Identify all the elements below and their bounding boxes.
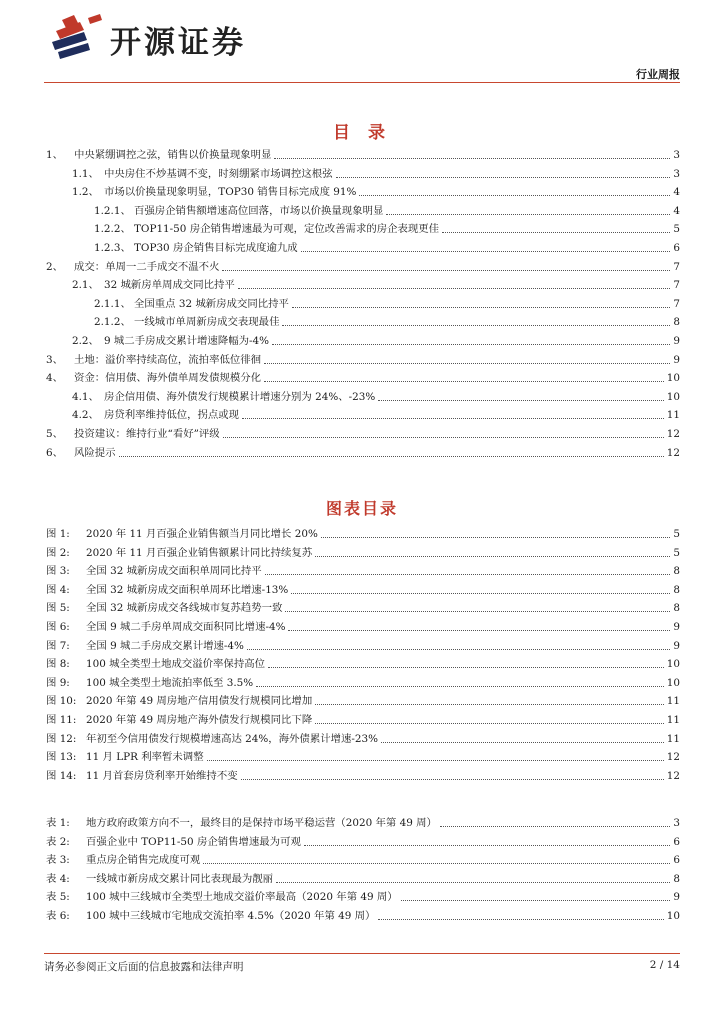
entry-page-number: 5 (673, 223, 680, 236)
entry-number: 1.1、 (72, 167, 99, 180)
index-entry[interactable] (46, 833, 680, 849)
entry-page-number: 9 (673, 639, 680, 652)
entry-page-number: 6 (673, 854, 680, 867)
page-header (44, 14, 680, 82)
entry-page-number: 9 (673, 353, 680, 366)
index-entry[interactable] (46, 637, 680, 653)
entry-number: 4、 (46, 372, 64, 385)
index-entry[interactable] (94, 239, 680, 255)
entry-number: 1.2.1、 (94, 204, 131, 217)
index-entry[interactable] (72, 276, 680, 292)
entry-page-number: 8 (673, 872, 680, 885)
entry-page-number: 3 (673, 817, 680, 829)
dot-leader (285, 611, 670, 612)
entry-title: 成交：单周一二手成交不温不火 (74, 260, 220, 273)
dot-leader (207, 760, 664, 761)
index-entry[interactable] (46, 425, 680, 441)
entry-title: 资金：信用债、海外债单周发债规模分化 (74, 372, 262, 385)
entry-number: 2.1.2、 (94, 316, 131, 329)
entry-number: 2、 (46, 260, 64, 273)
entry-number: 表 4: (46, 872, 70, 885)
dot-leader (440, 826, 670, 827)
entry-page-number: 9 (673, 891, 680, 904)
entry-title: TOP30 房企销售目标完成度逾九成 (134, 242, 298, 254)
entry-page-number: 12 (666, 446, 680, 459)
entry-page-number: 3 (673, 149, 680, 161)
index-entry[interactable] (46, 146, 680, 162)
entry-number: 3、 (46, 353, 64, 366)
index-entry[interactable] (46, 618, 680, 634)
dot-leader (119, 456, 664, 457)
entry-number: 2.2、 (72, 335, 99, 347)
dot-leader (264, 363, 670, 364)
index-entry[interactable] (46, 748, 680, 764)
dot-leader (203, 863, 670, 864)
index-entry[interactable] (46, 525, 680, 541)
entry-page-number: 4 (673, 204, 680, 217)
entry-page-number: 4 (673, 186, 680, 199)
entry-title: 投资建议：维持行业“看好”评级 (74, 428, 220, 440)
dot-leader (288, 630, 670, 631)
entry-number: 图 4: (46, 583, 70, 596)
index-entry[interactable] (72, 332, 680, 348)
entry-title: 全国 32 城新房成交面积单周同比持平 (86, 565, 262, 578)
dot-leader (292, 307, 670, 308)
entry-page-number: 8 (673, 565, 680, 578)
entry-number: 6、 (46, 446, 64, 459)
entry-number: 图 5: (46, 602, 70, 615)
entry-title: 2020 年 11 月百强企业销售额累计同比持续复苏 (86, 546, 313, 559)
entry-number: 图 12: (46, 732, 77, 745)
dot-leader (242, 418, 664, 419)
entry-title: 年初至今信用债发行规模增速高达 24%，海外债累计增速-23% (86, 732, 378, 745)
footer-divider (44, 953, 680, 954)
index-entry[interactable] (46, 369, 680, 385)
entry-number: 5、 (46, 428, 64, 440)
dot-leader (315, 556, 670, 557)
dot-leader (386, 214, 670, 215)
entry-title: 全国重点 32 城新房成交同比持平 (134, 297, 289, 310)
entry-number: 图 14: (46, 769, 77, 782)
index-entry[interactable] (46, 692, 680, 708)
entry-number: 图 2: (46, 546, 70, 559)
dot-leader (381, 742, 664, 743)
entry-page-number: 6 (673, 835, 680, 848)
entry-page-number: 11 (666, 714, 680, 726)
index-entry[interactable] (94, 313, 680, 329)
dot-leader (301, 251, 671, 252)
entry-page-number: 10 (666, 390, 680, 403)
brand-logo (44, 14, 246, 64)
entry-title: 一线城市新房成交累计同比表现最为靓丽 (86, 872, 274, 885)
entry-title: 全国 32 城新房成交面积单周环比增速-13% (86, 583, 289, 596)
index-entry[interactable] (94, 202, 680, 218)
entry-number: 图 13: (46, 751, 77, 764)
entry-number: 图 1: (46, 528, 70, 540)
index-entry[interactable] (46, 581, 680, 597)
index-entry[interactable] (46, 599, 680, 615)
entry-title: 重点房企销售完成度可观 (86, 854, 201, 867)
entry-number: 图 9: (46, 676, 70, 689)
entry-page-number: 9 (673, 335, 680, 347)
dot-leader (315, 704, 664, 705)
entry-number: 1.2、 (72, 186, 99, 199)
entry-number: 1、 (46, 149, 64, 161)
index-entry[interactable] (72, 183, 680, 199)
entry-number: 2.1.1、 (94, 297, 131, 310)
entry-number: 表 3: (46, 854, 70, 867)
entry-number: 图 6: (46, 621, 70, 633)
entry-title: 房贷利率维持低位，拐点或现 (104, 409, 240, 422)
index-entry[interactable] (46, 258, 680, 274)
index-entry[interactable] (46, 351, 680, 367)
entry-number: 表 6: (46, 910, 70, 922)
entry-page-number: 10 (666, 658, 680, 671)
entry-title: 100 城中三线城市宅地成交流拍率 4.5%（2020 年第 49 周） (86, 910, 376, 922)
entry-page-number: 8 (673, 583, 680, 596)
entry-number: 表 5: (46, 891, 70, 904)
entry-title: 全国 9 城二手房成交累计增速-4% (86, 639, 244, 652)
entry-title: 100 城全类型土地成交溢价率保持高位 (86, 658, 265, 671)
entry-title: 中央紧绷调控之弦，销售以价换量现象明显 (74, 149, 272, 161)
entry-title: 地方政府政策方向不一，最终目的是保持市场平稳运营（2020 年第 49 周） (86, 817, 437, 829)
entry-page-number: 12 (666, 751, 680, 764)
entry-number: 表 2: (46, 835, 70, 848)
index-entry[interactable] (46, 907, 680, 923)
dot-leader (274, 158, 670, 159)
entry-title: 2020 年 11 月百强企业销售额当月同比增长 20% (86, 528, 318, 540)
header-divider (44, 82, 680, 83)
dot-leader (265, 574, 671, 575)
entry-page-number: 11 (666, 695, 680, 708)
index-entry[interactable] (46, 870, 680, 886)
page-number: 2 / 14 (649, 959, 680, 971)
dot-leader (315, 723, 664, 724)
entry-title: 土地：溢价率持续高位，流拍率低位徘徊 (74, 353, 262, 366)
entry-title: 一线城市单周新房成交表现最佳 (134, 316, 280, 329)
index-entry[interactable] (72, 406, 680, 422)
entry-page-number: 5 (673, 546, 680, 559)
dot-leader (442, 232, 670, 233)
entry-number: 4.2、 (72, 409, 99, 422)
entry-number: 图 3: (46, 565, 70, 578)
entry-page-number: 7 (673, 260, 680, 273)
entry-title: 风险提示 (74, 446, 116, 459)
entry-page-number: 8 (673, 316, 680, 329)
entry-number: 图 11: (46, 714, 77, 726)
dot-leader (241, 779, 664, 780)
dot-leader (268, 667, 664, 668)
entry-title: 11 月首套房贷利率开始维持不变 (86, 769, 238, 782)
index-entry[interactable] (46, 674, 680, 690)
dot-leader (272, 344, 670, 345)
entry-page-number: 12 (666, 428, 680, 440)
entry-page-number: 10 (666, 910, 680, 922)
entry-number: 4.1、 (72, 390, 99, 403)
dot-leader (401, 900, 671, 901)
dot-leader (336, 177, 671, 178)
dot-leader (378, 919, 663, 920)
dot-leader (264, 381, 664, 382)
entry-title: 32 城新房单周成交同比持平 (104, 279, 235, 292)
entry-page-number: 6 (673, 242, 680, 254)
dot-leader (304, 845, 671, 846)
dot-leader (247, 649, 670, 650)
index-entry[interactable] (72, 388, 680, 404)
entry-title: 100 城中三线城市全类型土地成交溢价率最高（2020 年第 49 周） (86, 891, 398, 904)
index-entry[interactable] (94, 295, 680, 311)
dot-leader (222, 270, 670, 271)
entry-number: 2.1、 (72, 279, 99, 292)
dot-leader (291, 593, 670, 594)
dot-leader (256, 686, 664, 687)
dot-leader (276, 882, 670, 883)
entry-page-number: 7 (673, 297, 680, 310)
entry-page-number: 5 (673, 528, 680, 540)
entry-page-number: 8 (673, 602, 680, 615)
dot-leader (238, 288, 671, 289)
entry-number: 图 7: (46, 639, 70, 652)
entry-title: 9 城二手房成交累计增速降幅为-4% (104, 335, 269, 347)
dot-leader (282, 325, 670, 326)
dot-leader (359, 195, 670, 196)
entry-number: 1.2.3、 (94, 242, 131, 254)
entry-page-number: 11 (666, 732, 680, 745)
figures-index-title: 图表目录 (325, 499, 398, 518)
entry-page-number: 10 (666, 372, 680, 385)
entry-page-number: 9 (673, 621, 680, 633)
index-entry[interactable] (94, 220, 680, 236)
index-entry[interactable] (46, 814, 680, 830)
index-entry[interactable] (46, 544, 680, 560)
kaiyuan-logo-icon (44, 14, 106, 64)
index-entry[interactable] (46, 767, 680, 783)
entry-number: 1.2.2、 (94, 223, 131, 236)
index-entry[interactable] (46, 851, 680, 867)
entry-number: 表 1: (46, 817, 70, 829)
entry-page-number: 12 (666, 769, 680, 782)
index-entry[interactable] (46, 655, 680, 671)
entry-page-number: 3 (673, 167, 680, 180)
entry-title: 100 城全类型土地流拍率低至 3.5% (86, 676, 254, 689)
entry-title: 百强房企销售额增速高位回落，市场以价换量现象明显 (134, 204, 384, 217)
index-entry[interactable] (46, 444, 680, 460)
index-entry[interactable] (46, 711, 680, 727)
dot-leader (378, 400, 664, 401)
index-entry[interactable] (46, 888, 680, 904)
entry-title: 全国 9 城二手房单周成交面积同比增速-4% (86, 621, 286, 633)
index-entry[interactable] (46, 562, 680, 578)
entry-title: 2020 年第 49 周房地产信用债发行规模同比增加 (86, 695, 313, 708)
entry-title: TOP11-50 房企销售增速最为可观，定位改善需求的房企表现更佳 (134, 223, 440, 236)
entry-title: 全国 32 城新房成交各线城市复苏趋势一致 (86, 602, 283, 615)
report-type-label: 行业周报 (636, 68, 680, 81)
footer-disclaimer: 请务必参阅正文后面的信息披露和法律声明 (44, 961, 244, 973)
toc-title: 目 录 (333, 123, 391, 143)
entry-number: 图 10: (46, 695, 77, 708)
entry-number: 图 8: (46, 658, 70, 671)
brand-name: 开源证券 (110, 24, 246, 61)
entry-title: 房企信用债、海外债发行规模累计增速分别为 24%、-23% (104, 390, 376, 403)
entry-title: 百强企业中 TOP11-50 房企销售增速最为可观 (86, 835, 301, 848)
entry-page-number: 7 (673, 279, 680, 292)
index-entry[interactable] (46, 730, 680, 746)
entry-title: 市场以价换量现象明显，TOP30 销售目标完成度 91% (104, 186, 357, 199)
dot-leader (321, 537, 671, 538)
entry-title: 中央房住不炒基调不变，时刻绷紧市场调控这根弦 (104, 167, 333, 180)
index-entry[interactable] (72, 165, 680, 181)
entry-title: 11 月 LPR 利率暂未调整 (86, 751, 204, 764)
entry-page-number: 10 (666, 676, 680, 689)
dot-leader (223, 437, 664, 438)
entry-title: 2020 年第 49 周房地产海外债发行规模同比下降 (86, 714, 313, 726)
entry-page-number: 11 (666, 409, 680, 422)
